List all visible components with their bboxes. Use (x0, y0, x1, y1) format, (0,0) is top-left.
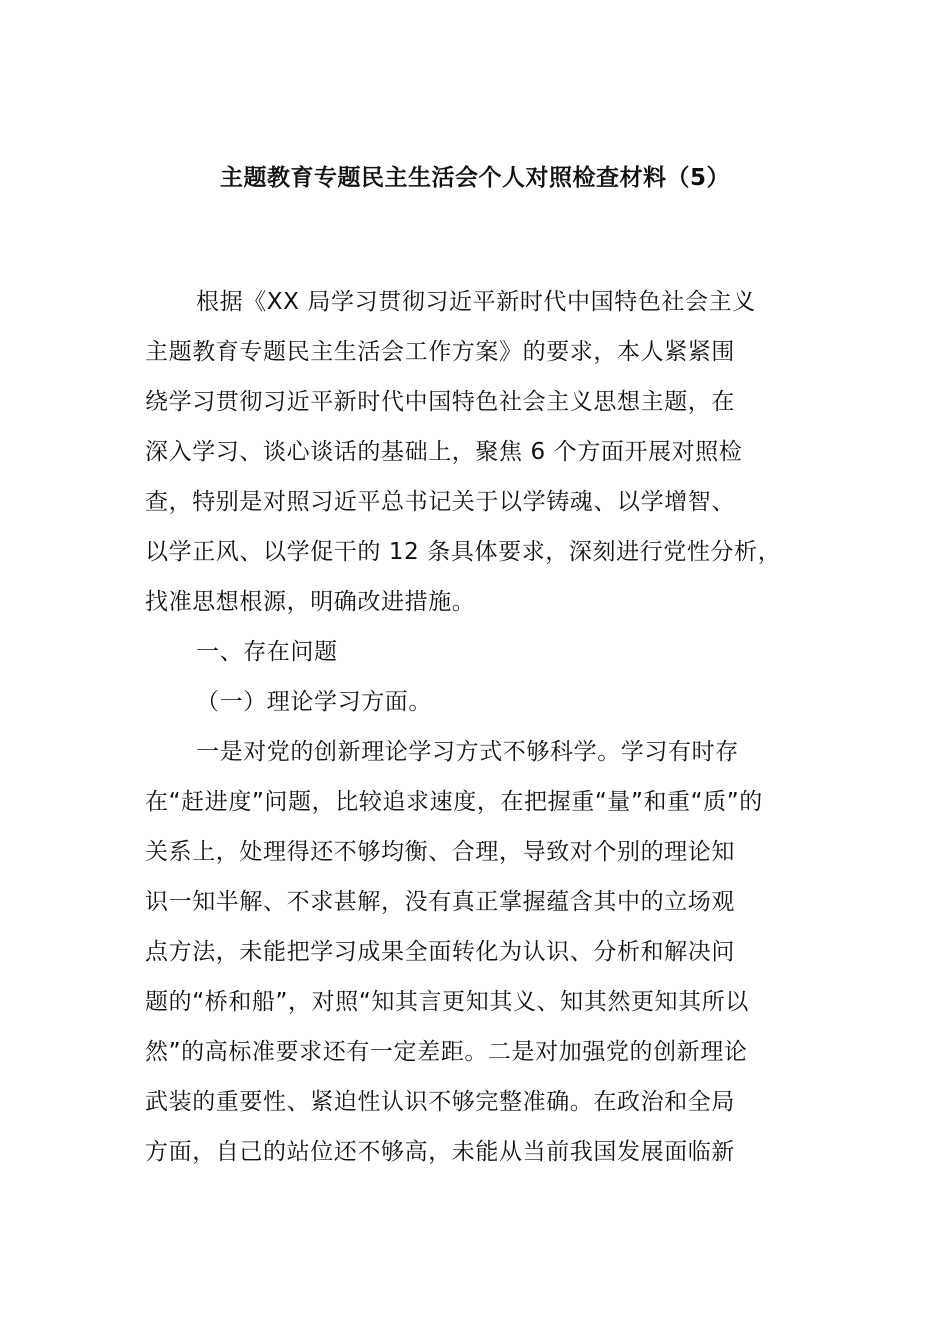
paragraph-line: 找准思想根源，明确改进措施。 (145, 589, 476, 615)
paragraph-line: 点方法，未能把学习成果全面转化为认识、分析和解决问 (145, 939, 735, 965)
paragraph-line: 识一知半解、不求甚解，没有真正掌握蕴含其中的立场观 (145, 889, 735, 915)
paragraph-line: 绕学习贯彻习近平新时代中国特色社会主义思想主题，在 (145, 389, 735, 415)
document-title: 主题教育专题民主生活会个人对照检查材料（5） (219, 165, 730, 191)
paragraph-line: 以学正风、以学促干的 12 条具体要求，深刻进行党性分析， (145, 539, 782, 565)
paragraph-line: 武装的重要性、紧迫性认识不够完整准确。在政治和全局 (145, 1089, 735, 1115)
paragraph-line: 题的“桥和船”，对照“知其言更知其义、知其然更知其所以 (145, 989, 749, 1015)
paragraph-line: 在“赶进度”问题，比较追求速度，在把握重“量”和重“质”的 (145, 789, 763, 815)
paragraph-line: 深入学习、谈心谈话的基础上，聚焦 6 个方面开展对照检 (145, 439, 743, 465)
paragraph-line: 根据《XX 局学习贯彻习近平新时代中国特色社会主义 (196, 289, 756, 315)
paragraph-line: 方面，自己的站位还不够高，未能从当前我国发展面临新 (145, 1139, 735, 1165)
paragraph-line: 查，特别是对照习近平总书记关于以学铸魂、以学增智、 (145, 489, 735, 515)
paragraph-line: 一是对党的创新理论学习方式不够科学。学习有时存 (196, 739, 739, 765)
paragraph-line: 主题教育专题民主生活会工作方案》的要求，本人紧紧围 (145, 339, 735, 365)
section-heading: 一、存在问题 (196, 639, 338, 665)
paragraph-line: 关系上，处理得还不够均衡、合理，导致对个别的理论知 (145, 839, 735, 865)
paragraph-line: 然”的高标准要求还有一定差距。二是对加强党的创新理论 (145, 1039, 748, 1065)
subsection-heading: （一）理论学习方面。 (196, 689, 432, 715)
